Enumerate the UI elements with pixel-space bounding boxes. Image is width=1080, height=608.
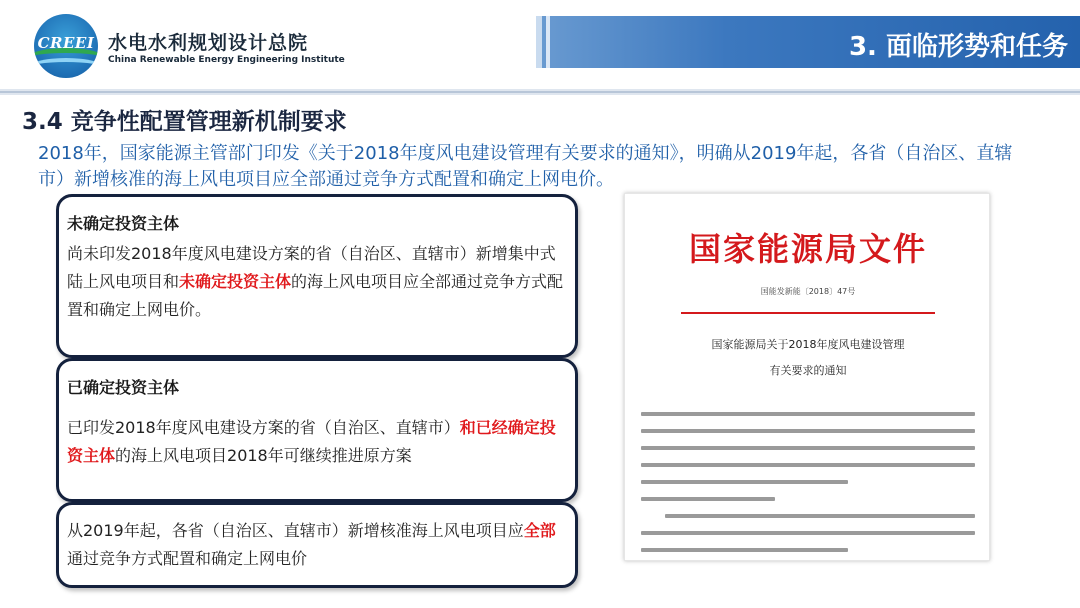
header-divider-line [0,91,1080,93]
intro-paragraph: 2018年，国家能源主管部门印发《关于2018年度风电建设管理有关要求的通知》，明确从2019年起，各省（自治区、直辖市）新增核准的海上风电项目应全部通过竞争方式配置和确定上网电价。 [38,143,1013,190]
title-banner [536,16,1080,68]
box-text: 已印发2018年度风电建设方案的省（自治区、直辖市） [67,418,460,437]
box-text: 从2019年起，各省（自治区、直辖市）新增核准海上风电项目应 [67,521,524,540]
official-document-image [624,193,990,561]
box-highlight: 未确定投资主体 [179,272,292,291]
box-title: 已确定投资主体 [67,378,180,397]
section-title: 3.4 竞争性配置管理新机制要求 [22,109,347,135]
box-text: 的海上风电项目应全部通过竞争方式配置和确定上网电价。 [67,272,564,319]
unconfirmed-investor-box [56,194,578,358]
box-title: 未确定投资主体 [67,214,180,233]
document-title-line1: 国家能源局关于2018年度风电建设管理 [711,338,905,351]
box-text: 通过竞争方式配置和确定上网电价 [67,549,308,568]
box-body [67,414,567,470]
banner-title: 3. 面临形势和任务 [848,32,1068,62]
document-text-line [665,514,975,518]
box-highlight: 全部 [523,521,556,540]
document-text-line [641,497,775,501]
org-name-cn: 水电水利规划设计总院 [108,32,309,54]
box-highlight: 和已经确定投资主体 [67,418,556,465]
box-body [67,517,567,573]
confirmed-investor-box [56,358,578,502]
document-text-line [641,463,975,467]
document-text-line [641,548,848,552]
box-text: 尚未印发2018年度风电建设方案的省（自治区、直辖市）新增集中式陆上风电项目和 [67,244,556,291]
document-text-line [641,429,975,433]
logo-wave-icon [34,58,98,78]
document-body-lines [641,412,975,561]
creei-logo [34,14,98,78]
document-heading: 国家能源局文件 [688,230,927,268]
from-2019-box [56,502,578,588]
document-red-rule [681,312,935,314]
box-body [67,240,567,324]
document-text-line [641,480,848,484]
document-title-line2: 有关要求的通知 [769,364,847,377]
logo-text: CREEI [37,34,95,52]
document-number: 国能发新能〔2018〕47号 [760,287,856,296]
document-text-line [641,446,975,450]
document-text-line [641,531,975,535]
box-text: 的海上风电项目2018年可继续推进原方案 [115,446,412,465]
document-text-line [641,412,975,416]
org-name-en: China Renewable Energy Engineering Institute [108,55,345,65]
